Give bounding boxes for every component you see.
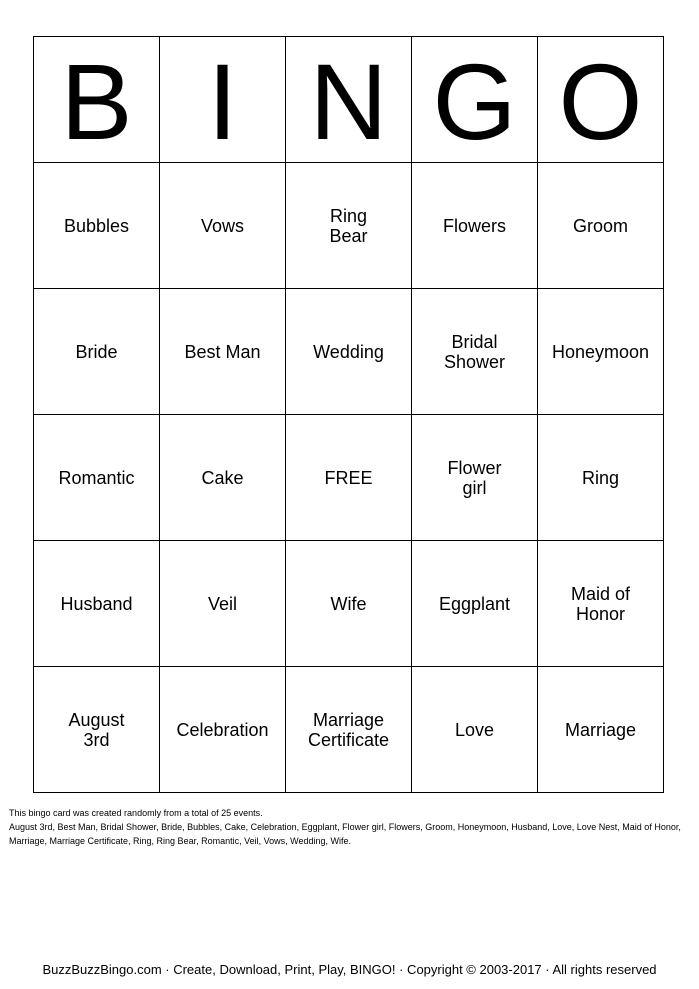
bingo-cell-label: Love [454, 719, 495, 740]
bingo-cell-label: Ring Bear [329, 205, 368, 246]
bingo-cell-label: Vows [200, 215, 245, 236]
footer-copyright: BuzzBuzzBingo.com · Create, Download, Print, Play, BINGO! · Copyright © 2003-2017 · All rights reserved [42, 962, 657, 977]
bingo-cell [160, 541, 286, 667]
bingo-row [34, 163, 664, 289]
bingo-cell-label: Maid of Honor [570, 583, 631, 624]
bingo-cell-label: Marriage [564, 719, 637, 740]
bingo-header-letter-i: I [207, 40, 238, 162]
bingo-cell [286, 289, 412, 415]
bingo-cell-label: Bubbles [63, 215, 130, 236]
bingo-cell-label: Wife [330, 593, 367, 614]
bingo-cell [286, 667, 412, 793]
bingo-header-cell [160, 37, 286, 163]
bingo-cell-label: Flowers [442, 215, 506, 236]
bingo-cell [34, 541, 160, 667]
bingo-cell [412, 289, 538, 415]
bingo-cell-label: Wedding [313, 341, 384, 362]
bingo-cell-label: Flower girl [447, 457, 502, 498]
bingo-header-letter-o: O [558, 40, 643, 162]
bingo-cell [34, 163, 160, 289]
bingo-header-cell [412, 37, 538, 163]
bingo-cell [34, 415, 160, 541]
bingo-cell-label: Husband [60, 593, 133, 614]
bingo-header-letter-b: B [60, 40, 133, 162]
bingo-cell-label: Ring [581, 467, 620, 488]
bingo-cell-label: Veil [207, 593, 238, 614]
bingo-cell [412, 163, 538, 289]
bingo-row [34, 667, 664, 793]
bingo-cell-label: Best Man [184, 341, 261, 362]
bingo-cell [160, 289, 286, 415]
bingo-cell [538, 163, 664, 289]
card-summary-text: This bingo card was created randomly from a total of 25 events. [9, 808, 263, 818]
bingo-free-cell [286, 415, 412, 541]
bingo-cell-label: Honeymoon [551, 341, 650, 362]
bingo-cell-label: Marriage Certificate [307, 709, 390, 750]
bingo-cell-label: August 3rd [68, 709, 125, 750]
bingo-header-letter-g: G [432, 40, 517, 162]
bingo-cell [538, 541, 664, 667]
bingo-cell [412, 541, 538, 667]
card-notes [9, 806, 693, 848]
bingo-cell [160, 163, 286, 289]
bingo-cell [286, 541, 412, 667]
bingo-cell [34, 667, 160, 793]
bingo-card [33, 36, 664, 793]
bingo-cell-label: FREE [324, 467, 373, 488]
bingo-cell [160, 415, 286, 541]
bingo-header-row [34, 37, 664, 163]
bingo-header-letter-n: N [309, 40, 388, 162]
bingo-header-cell [286, 37, 412, 163]
bingo-cell-label: Eggplant [438, 593, 511, 614]
bingo-cell [412, 415, 538, 541]
bingo-row [34, 415, 664, 541]
bingo-cell-label: Romantic [58, 467, 135, 488]
bingo-header-cell [538, 37, 664, 163]
bingo-cell [538, 667, 664, 793]
bingo-cell [412, 667, 538, 793]
bingo-cell [286, 163, 412, 289]
bingo-cell [538, 289, 664, 415]
bingo-cell-label: Bridal Shower [443, 331, 506, 372]
bingo-cell-label: Bride [75, 341, 118, 362]
bingo-cell [160, 667, 286, 793]
bingo-row [34, 289, 664, 415]
bingo-cell-label: Cake [201, 467, 244, 488]
bingo-cell-label: Groom [572, 215, 628, 236]
event-list-text: August 3rd, Best Man, Bridal Shower, Bride, Bubbles, Cake, Celebration, Eggplant, Flower girl, Flowers, Groom, Honeymoon, Husband, Love, Love Nest, Maid of Honor, Marriage, Marriage Certificate, Ring, Ring Bear, Romantic, Veil, Vows, Wedding, Wife. [9, 822, 681, 846]
bingo-cell [34, 289, 160, 415]
bingo-row [34, 541, 664, 667]
bingo-cell [538, 415, 664, 541]
bingo-header-cell [34, 37, 160, 163]
bingo-cell-label: Celebration [176, 719, 269, 740]
